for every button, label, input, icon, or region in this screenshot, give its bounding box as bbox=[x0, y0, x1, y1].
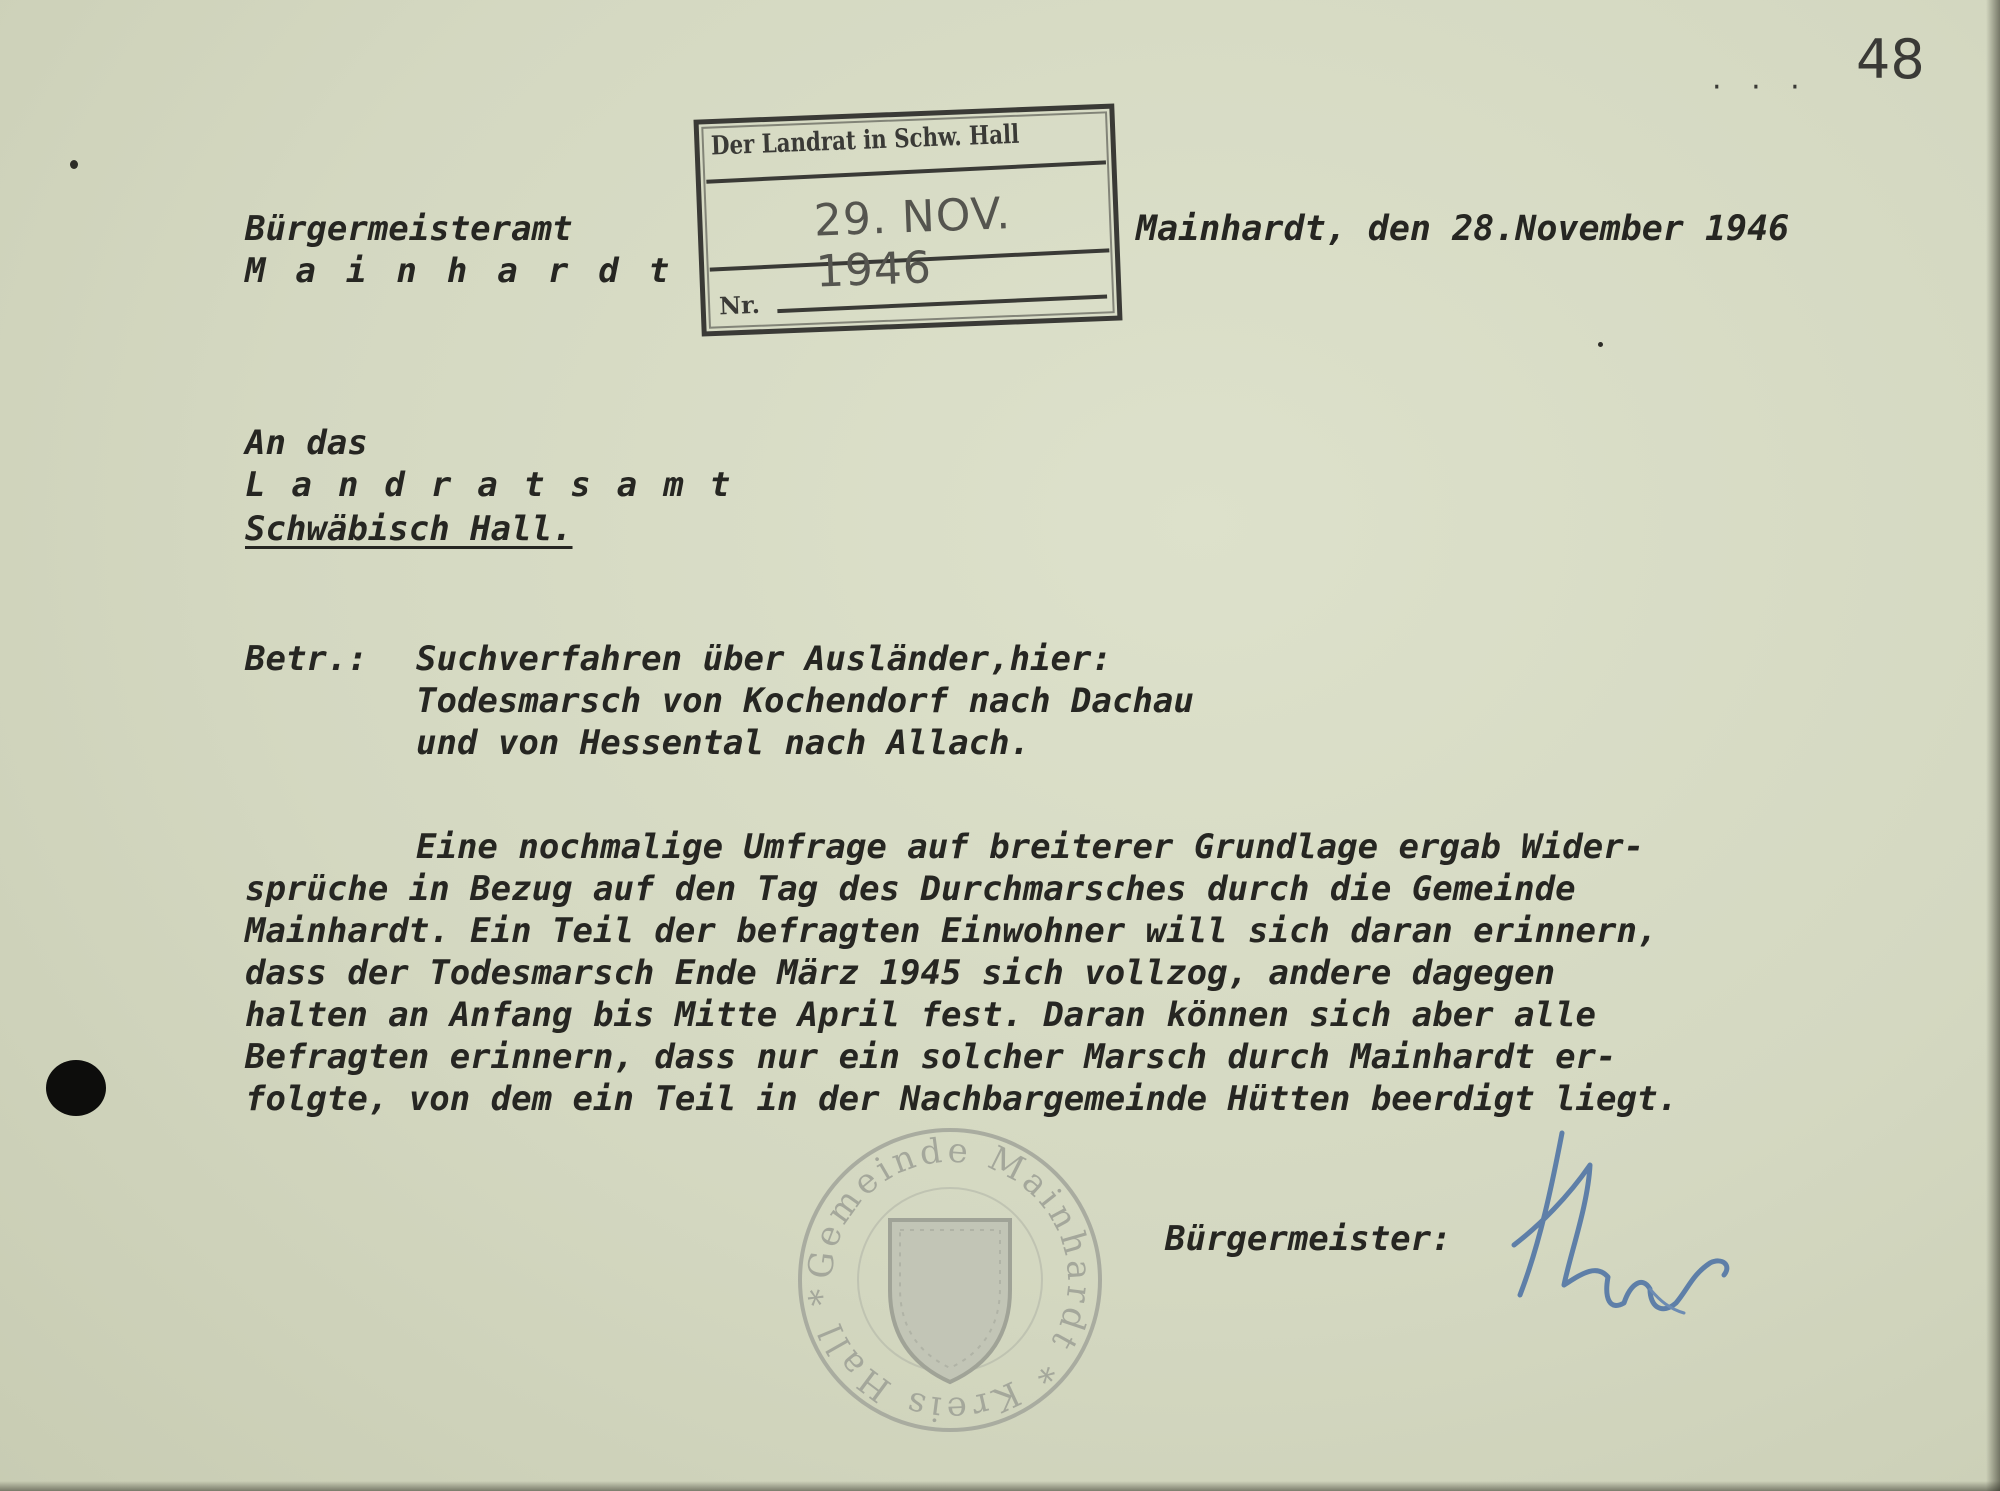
handwritten-signature bbox=[1500, 1125, 1740, 1355]
body-line-7: folgte, von dem ein Teil in der Nachbargemeinde Hütten beerdigt liegt. bbox=[245, 1079, 1678, 1119]
signature-title: Bürgermeister: bbox=[1165, 1219, 1452, 1259]
body-line-6: Befragten erinnern, dass nur ein solcher Marsch durch Mainhardt er- bbox=[245, 1037, 1617, 1077]
page-number: 48 bbox=[1856, 28, 1925, 91]
recipient-line-2: Landratsamt bbox=[245, 465, 757, 505]
ink-speck bbox=[70, 160, 78, 169]
margin-dots: · · · bbox=[1712, 70, 1810, 105]
receipt-stamp bbox=[690, 96, 1129, 344]
body-line-2: sprüche in Bezug auf den Tag des Durchmarsches durch die Gemeinde bbox=[245, 869, 1576, 909]
official-seal-graphic bbox=[790, 1120, 1110, 1440]
subject-line-2: Todesmarsch von Kochendorf nach Dachau bbox=[416, 681, 1194, 721]
page-edge-shadow bbox=[1986, 0, 2000, 1491]
page-edge-shadow-bottom bbox=[0, 1481, 2000, 1491]
body-line-1: Eine nochmalige Umfrage auf breiterer Grundlage ergab Wider- bbox=[416, 827, 1645, 867]
subject-label: Betr.: bbox=[245, 639, 368, 679]
subject-line-3: und von Hessental nach Allach. bbox=[416, 723, 1031, 763]
recipient-line-1: An das bbox=[245, 423, 368, 463]
stamp-received-date: 29. NOV. 1946 bbox=[812, 188, 1012, 298]
official-seal bbox=[790, 1120, 1110, 1440]
stamp-number-label: Nr. bbox=[718, 289, 761, 321]
punch-hole bbox=[46, 1060, 106, 1116]
body-line-5: halten an Anfang bis Mitte April fest. Daran können sich aber alle bbox=[245, 995, 1597, 1035]
body-line-3: Mainhardt. Ein Teil der befragten Einwohner will sich daran erinnern, bbox=[245, 911, 1658, 951]
sender-town: Mainhardt bbox=[245, 251, 700, 291]
subject-line-1: Suchverfahren über Ausländer,hier: bbox=[416, 639, 1112, 679]
stamp-authority-text: Der Landrat in Schw. Hall bbox=[710, 119, 1020, 162]
recipient-line-3: Schwäbisch Hall. bbox=[245, 509, 573, 549]
signature-graphic bbox=[1500, 1125, 1740, 1355]
ink-speck bbox=[1598, 342, 1603, 347]
sender-office: Bürgermeisteramt bbox=[245, 209, 573, 249]
body-line-4: dass der Todesmarsch Ende März 1945 sich vollzog, andere dagegen bbox=[245, 953, 1556, 993]
place-date: Mainhardt, den 28.November 1946 bbox=[1136, 209, 1790, 249]
seal-lettering: Gemeinde Mainhardt * Kreis Hall * bbox=[800, 1130, 1100, 1430]
